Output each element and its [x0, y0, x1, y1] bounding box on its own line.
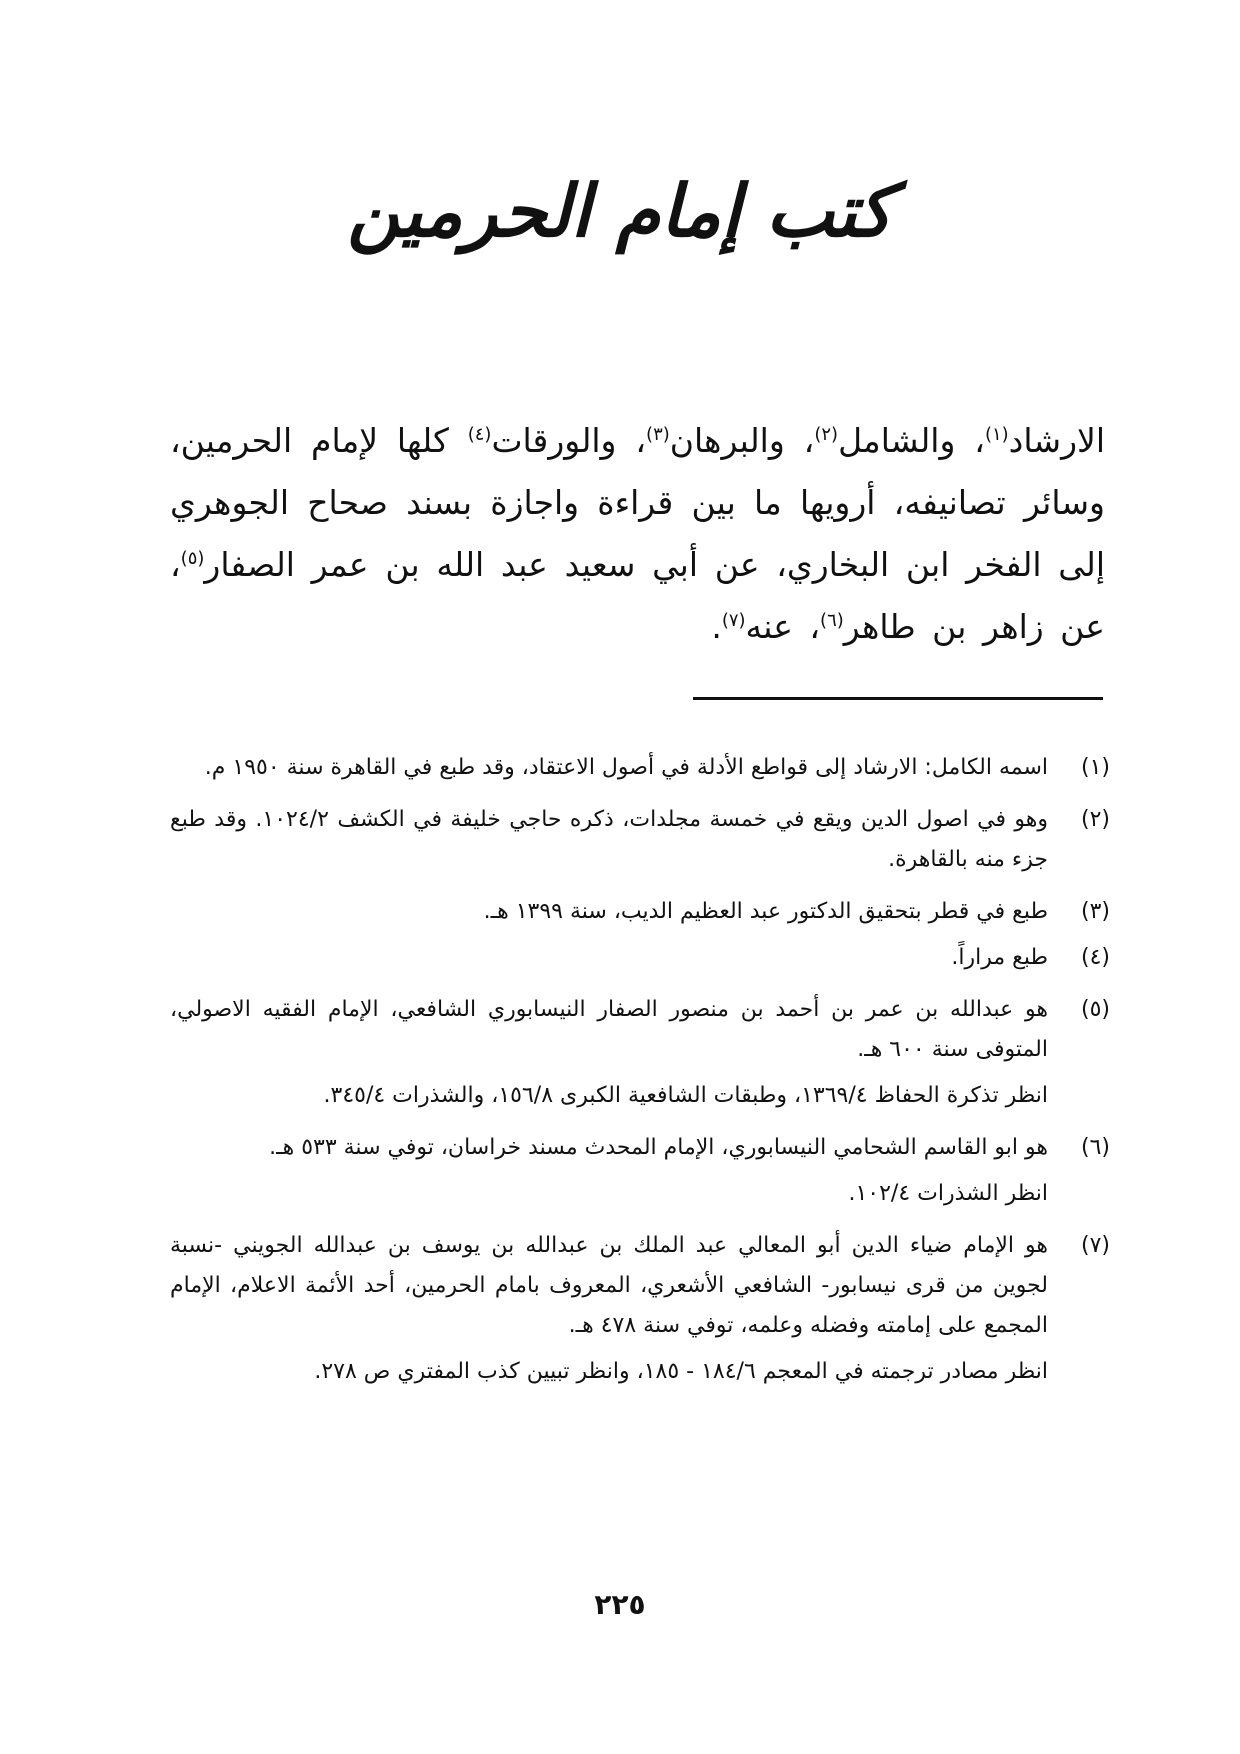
footnote-text	[170, 800, 1048, 886]
footnote-4	[170, 938, 1110, 984]
footnote-paragraph: هو الإمام ضياء الدين أبو المعالي عبد الملك بن عبدالله بن يوسف بن عبدالله الجويني -نسبة لجوين من قرى نيسابور- الشافعي الأشعري، المعروف بامام الحرمين، أحد الأئمة الاعلام، الإمام المجمع على إمامته وفضله وعلمه، توفي سنة ٤٧٨ هـ.	[170, 1233, 1048, 1338]
footnote-5	[170, 990, 1110, 1122]
footnote-number: (٦)	[1080, 1135, 1110, 1160]
footnotes-section	[170, 748, 1110, 1404]
footnote-number: (٢)	[1080, 807, 1110, 832]
footnote-3	[170, 892, 1110, 938]
footnote-text	[170, 892, 1048, 938]
footnote-text	[170, 1128, 1048, 1220]
footnote-paragraph: انظر مصادر ترجمته في المعجم ١٨٤/٦ - ١٨٥، وانظر تبيين كذب المفتري ص ٢٧٨.	[314, 1359, 1048, 1384]
footnote-1	[170, 748, 1110, 794]
footnote-number: (٧)	[1080, 1233, 1110, 1258]
footnote-divider	[693, 697, 1103, 700]
footnote-text	[170, 1226, 1048, 1398]
footnote-number: (٥)	[1080, 997, 1110, 1022]
body-text-segment: ، عن زاهر بن طاهر	[170, 545, 1105, 646]
footnote-paragraph: طبع مراراً.	[951, 945, 1048, 970]
footnote-paragraph: انظر الشذرات ١٠٢/٤.	[848, 1181, 1048, 1206]
footnote-number: (٤)	[1080, 945, 1110, 970]
footnote-ref[interactable]: (٤)	[467, 424, 492, 445]
footnote-paragraph: اسمه الكامل: الارشاد إلى قواطع الأدلة في أصول الاعتقاد، وقد طبع في القاهرة سنة ١٩٥٠ م.	[204, 755, 1048, 780]
footnote-text	[170, 990, 1048, 1122]
body-text-segment: كلها لإمام الحرمين، وسائر تصانيفه، أرويها ما بين قراءة واجازة بسند صحاح الجوهري إلى الفخر ابن البخاري، عن أبي سعيد عبد الله بن عمر الصفار	[170, 421, 1105, 584]
page-number: ٢٢٥	[594, 1588, 646, 1621]
body-text-segment: ، والشامل	[838, 421, 985, 460]
footnote-7	[170, 1226, 1110, 1398]
body-text-segment: الارشاد	[1008, 421, 1105, 460]
footnote-ref[interactable]: (٥)	[180, 548, 205, 569]
footnote-paragraph: هو عبدالله بن عمر بن أحمد بن منصور الصفار النيسابوري الشافعي، الإمام الفقيه الاصولي، المتوفى سنة ٦٠٠ هـ.	[170, 997, 1048, 1062]
footnote-ref[interactable]: (٣)	[646, 424, 670, 445]
footnote-paragraph: وهو في اصول الدين ويقع في خمسة مجلدات، ذكره حاجي خليفة في الكشف ١٠٢٤/٢. وقد طبع جزء منه بالقاهرة.	[170, 807, 1048, 872]
footnote-text	[170, 938, 1048, 984]
footnote-number: (١)	[1080, 755, 1110, 780]
footnote-text	[170, 748, 1048, 794]
footnote-2	[170, 800, 1110, 886]
main-paragraph	[170, 410, 1105, 658]
footnote-paragraph: هو ابو القاسم الشحامي النيسابوري، الإمام المحدث مسند خراسان، توفي سنة ٥٣٣ هـ.	[269, 1135, 1048, 1160]
footnote-ref[interactable]: (١)	[984, 424, 1009, 445]
body-text-segment: ، عنه	[745, 607, 821, 646]
body-text-segment: ، والورقات	[491, 421, 647, 460]
body-text-segment: .	[711, 607, 722, 646]
footnote-ref[interactable]: (٦)	[820, 610, 844, 631]
footnote-ref[interactable]: (٢)	[814, 424, 839, 445]
body-text-segment: ، والبرهان	[669, 421, 815, 460]
footnote-number: (٣)	[1080, 899, 1110, 924]
footnote-6	[170, 1128, 1110, 1220]
footnote-paragraph: طبع في قطر بتحقيق الدكتور عبد العظيم الديب، سنة ١٣٩٩ هـ.	[483, 899, 1048, 924]
page-title: كتب إمام الحرمين	[347, 168, 893, 253]
footnote-ref[interactable]: (٧)	[721, 610, 746, 631]
footnote-paragraph: انظر تذكرة الحفاظ ١٣٦٩/٤، وطبقات الشافعية الكبرى ١٥٦/٨، والشذرات ٣٤٥/٤.	[323, 1083, 1048, 1108]
